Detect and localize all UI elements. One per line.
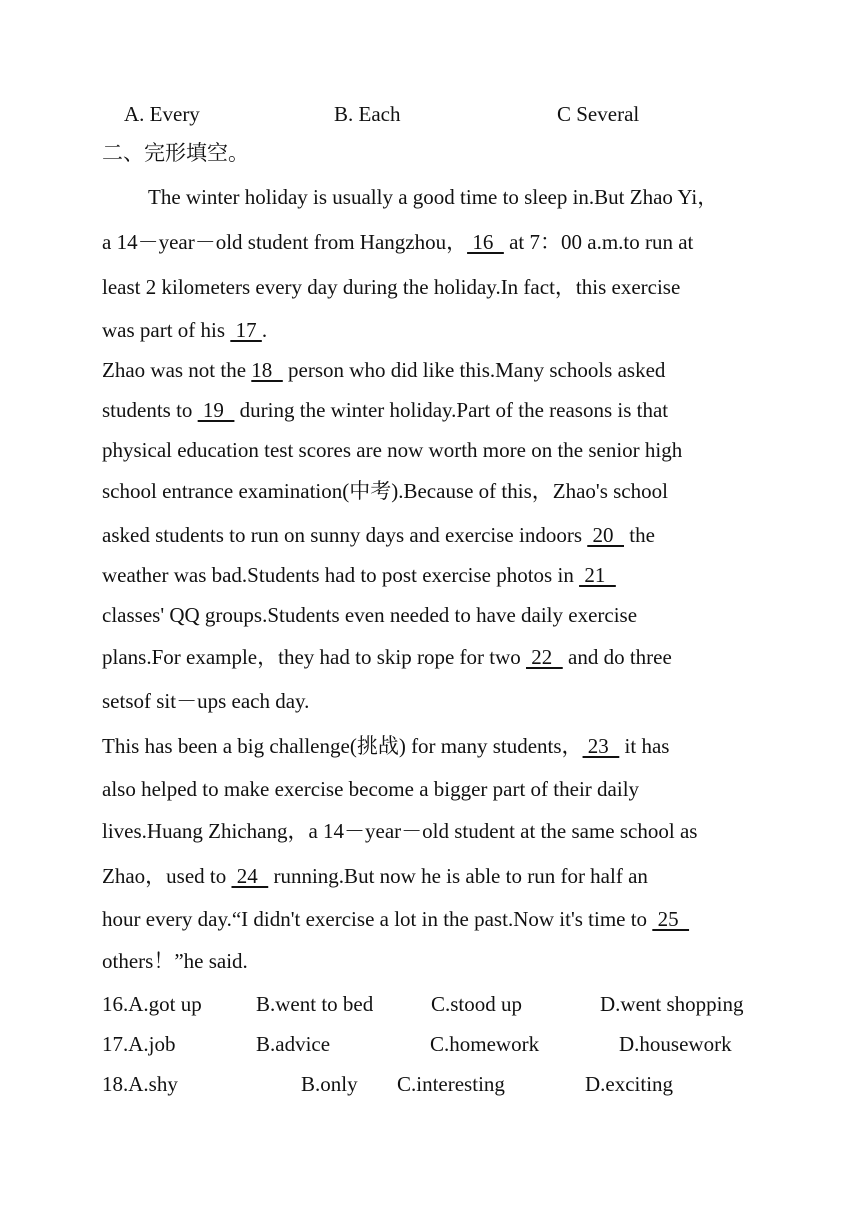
passage-line: least 2 kilometers every day during the holiday.In fact，this exercise <box>102 275 681 299</box>
passage-line: Zhao，used to 24 running.But now he is able to run for half an <box>102 864 648 888</box>
blank-17[interactable]: 17 <box>230 318 262 342</box>
passage-line: Zhao was not the 18 person who did like this.Many schools asked <box>102 358 666 382</box>
passage-line: lives.Huang Zhichang，a 14－year－old student at the same school as <box>102 819 698 843</box>
q16-option-b[interactable]: B.went to bed <box>256 992 374 1016</box>
option-a-every: A. Every <box>124 102 200 126</box>
passage-line: The winter holiday is usually a good time to sleep in.But Zhao Yi， <box>148 185 719 209</box>
q18-option-b[interactable]: B.only <box>301 1072 358 1096</box>
blank-19[interactable]: 19 <box>197 398 235 422</box>
q18-option-c[interactable]: C.interesting <box>397 1072 505 1096</box>
passage-line: hour every day.“I didn't exercise a lot in the past.Now it's time to 25 <box>102 907 690 931</box>
q16-option-d[interactable]: D.went shopping <box>600 992 744 1016</box>
q18-option-a[interactable]: 18.A.shy <box>102 1072 178 1096</box>
blank-24[interactable]: 24 <box>231 864 269 888</box>
blank-23[interactable]: 23 <box>582 734 620 758</box>
blank-16[interactable]: 16 <box>467 230 504 254</box>
blank-18[interactable]: 18 <box>251 358 283 382</box>
passage-line: This has been a big challenge(挑战) for many students， 23 it has <box>102 734 670 758</box>
passage-line: school entrance examination(中考).Because of this，Zhao's school <box>102 479 668 503</box>
passage-line: plans.For example，they had to skip rope for two 22 and do three <box>102 645 672 669</box>
q17-option-c[interactable]: C.homework <box>430 1032 540 1056</box>
option-c-several: C Several <box>557 102 640 126</box>
passage-line: a 14－year－old student from Hangzhou， 16 at 7：00 a.m.to run at <box>102 230 694 254</box>
q16-option-a[interactable]: 16.A.got up <box>102 992 202 1016</box>
q17-option-a[interactable]: 17.A.job <box>102 1032 176 1056</box>
passage-line: others！”he said. <box>102 949 248 973</box>
passage-line: classes' QQ groups.Students even needed to have daily exercise <box>102 603 638 627</box>
blank-20[interactable]: 20 <box>587 523 624 547</box>
passage-line: physical education test scores are now worth more on the senior high <box>102 438 683 462</box>
q18-option-d[interactable]: D.exciting <box>585 1072 674 1096</box>
q17-option-d[interactable]: D.housework <box>619 1032 732 1056</box>
q17-option-b[interactable]: B.advice <box>256 1032 331 1056</box>
passage-line: also helped to make exercise become a bigger part of their daily <box>102 777 640 801</box>
blank-25[interactable]: 25 <box>652 907 690 931</box>
passage-line: was part of his 17 . <box>102 318 268 342</box>
section-title: 二、完形填空。 <box>102 141 249 165</box>
blank-22[interactable]: 22 <box>526 645 563 669</box>
option-b-each: B. Each <box>334 102 401 126</box>
q16-option-c[interactable]: C.stood up <box>431 992 523 1016</box>
passage-line: asked students to run on sunny days and exercise indoors 20 the <box>102 523 655 547</box>
passage-line: weather was bad.Students had to post exercise photos in 21 <box>102 563 616 587</box>
passage-line: setsof sit－ups each day. <box>102 689 310 713</box>
passage-line: students to 19 during the winter holiday.Part of the reasons is that <box>102 398 669 422</box>
blank-21[interactable]: 21 <box>579 563 616 587</box>
